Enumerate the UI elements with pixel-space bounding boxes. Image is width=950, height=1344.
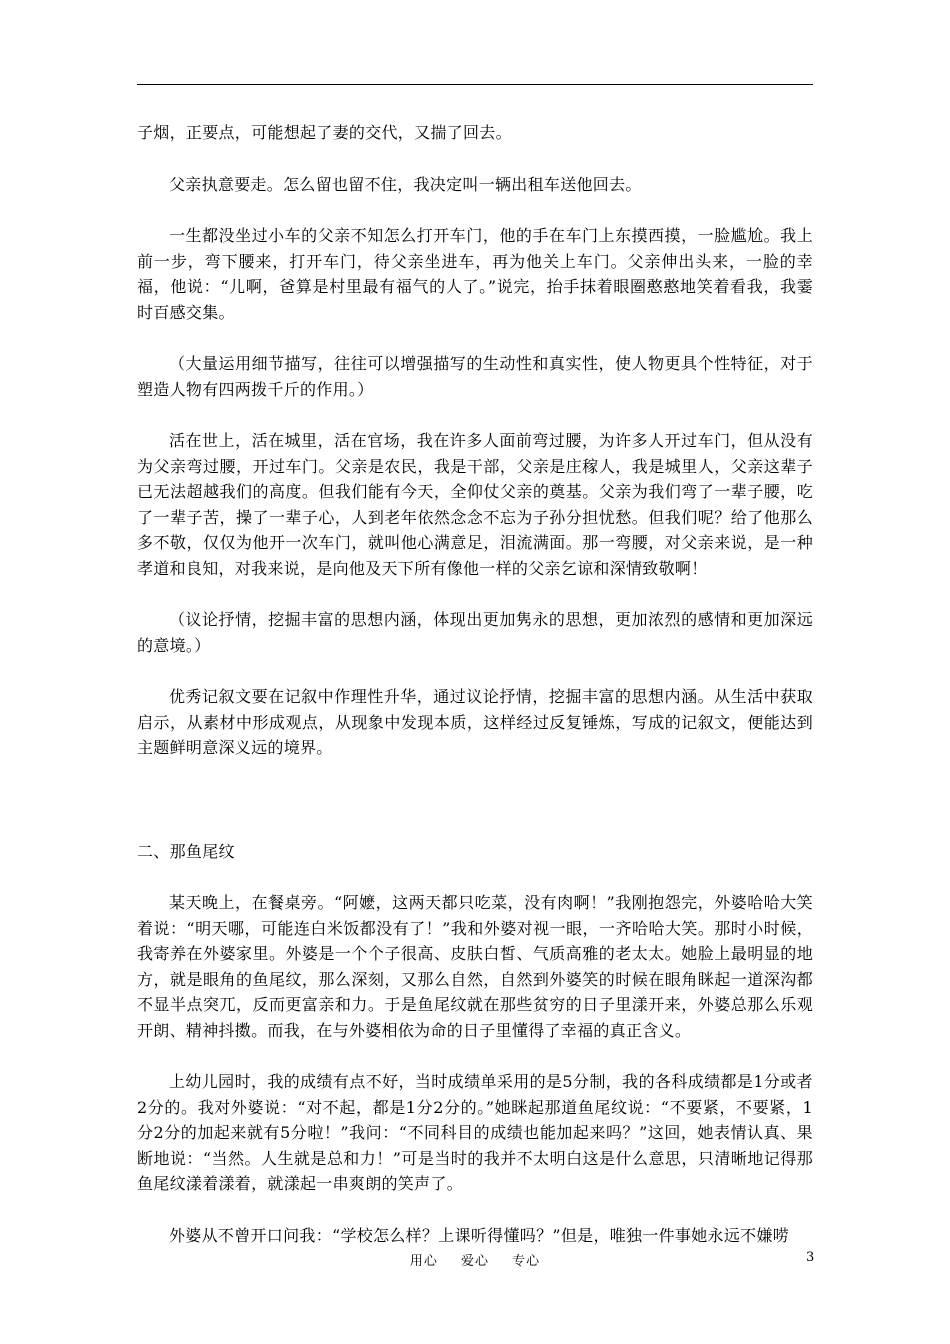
- header-rule: [137, 84, 813, 85]
- paragraph: 上幼儿园时，我的成绩有点不好，当时成绩单采用的是5分制，我的各科成绩都是1分或者2分的。我对外婆说：“对不起，都是1分2分的。”她眯起那道鱼尾纹说：“不要紧，不要紧，1分2分的加起来就有5分啦！”我问：“不同科目的成绩也能加起来吗？”这回，她表情认真、果断地说：“当然。人生就是总和力！”可是当时的我并不太明白这是什么意思，只清晰地记得那鱼尾纹漾着漾着，就漾起一串爽朗的笑声了。: [137, 1072, 813, 1193]
- paragraph: 优秀记叙文要在记叙中作理性升华，通过议论抒情，挖掘丰富的思想内涵。从生活中获取启示，从素材中形成观点，从现象中发现本质，这样经过反复锤炼，写成的记叙文，便能达到主题鲜明意深义远的境界。: [137, 687, 813, 757]
- annotation-paragraph: （议论抒情，挖掘丰富的思想内涵，体现出更加隽永的思想，更加浓烈的感情和更加深远的意境。）: [137, 610, 813, 655]
- paragraph: 外婆从不曾开口问我：“学校怎么样？上课听得懂吗？”但是，唯独一件事她永远不嫌唠: [169, 1225, 790, 1245]
- paragraph: 一生都没坐过小车的父亲不知怎么打开车门，他的手在车门上东摸西摸，一脸尴尬。我上前一步，弯下腰来，打开车门，待父亲坐进车，再为他关上车门。父亲伸出头来，一脸的幸福，他说：“儿啊，爸算是村里最有福气的人了。”说完，抬手抹着眼圈憨憨地笑着看我，我霎时百感交集。: [137, 226, 813, 322]
- footer-word: 专心: [512, 1254, 541, 1269]
- paragraph: 活在世上，活在城里，活在官场，我在许多人面前弯过腰，为许多人开过车门，但从没有为父亲弯过腰，开过车门。父亲是农民，我是干部，父亲是庄稼人，我是城里人，父亲这辈子已无法超越我们的高度。但我们能有今天，全仰仗父亲的奠基。父亲为我们弯了一辈子腰，吃了一辈子苦，操了一辈子心，人到老年依然念念不忘为子孙分担忧愁。但我们呢？给了他那么多不敬，仅仅为他开一次车门，就叫他心满意足，泪流满面。那一弯腰，对父亲来说，是一种孝道和良知，对我来说，是向他及天下所有像他一样的父亲乞谅和深情致敬啊！: [137, 431, 813, 578]
- paragraph: 子烟，正要点，可能想起了妻的交代，又揣了回去。: [137, 123, 512, 142]
- annotation-paragraph: （大量运用细节描写，往往可以增强描写的生动性和真实性，使人物更具个性特征，对于塑造人物有四两拨千斤的作用。）: [137, 354, 813, 399]
- document-body: [137, 120, 813, 1248]
- paragraph: 某天晚上，在餐桌旁。“阿嬷，这两天都只吃菜，没有肉啊！”我刚抱怨完，外婆哈哈大笑着说：“明天哪，可能连白米饭都没有了！”我和外婆对视一眼，一齐哈哈大笑。那时小时候，我寄养在外婆家里。外婆是一个个子很高、皮肤白皙、气质高雅的老太太。她脸上最明显的地方，就是眼角的鱼尾纹，那么深刻，又那么自然，自然到外婆笑的时候在眼角眯起一道深沟都不显半点突兀，反而更富亲和力。于是鱼尾纹就在那些贫穷的日子里漾开来，外婆总那么乐观开朗、精神抖擞。而我，在与外婆相依为命的日子里懂得了幸福的真正含义。: [137, 893, 813, 1040]
- footer-word: 用心: [409, 1254, 438, 1269]
- page-number: 3: [806, 1250, 815, 1265]
- footer-word: 爱心: [460, 1254, 489, 1269]
- paragraph: 父亲执意要走。怎么留也留不住，我决定叫一辆出租车送他回去。: [169, 174, 642, 194]
- section-heading: 二、那鱼尾纹: [137, 841, 235, 861]
